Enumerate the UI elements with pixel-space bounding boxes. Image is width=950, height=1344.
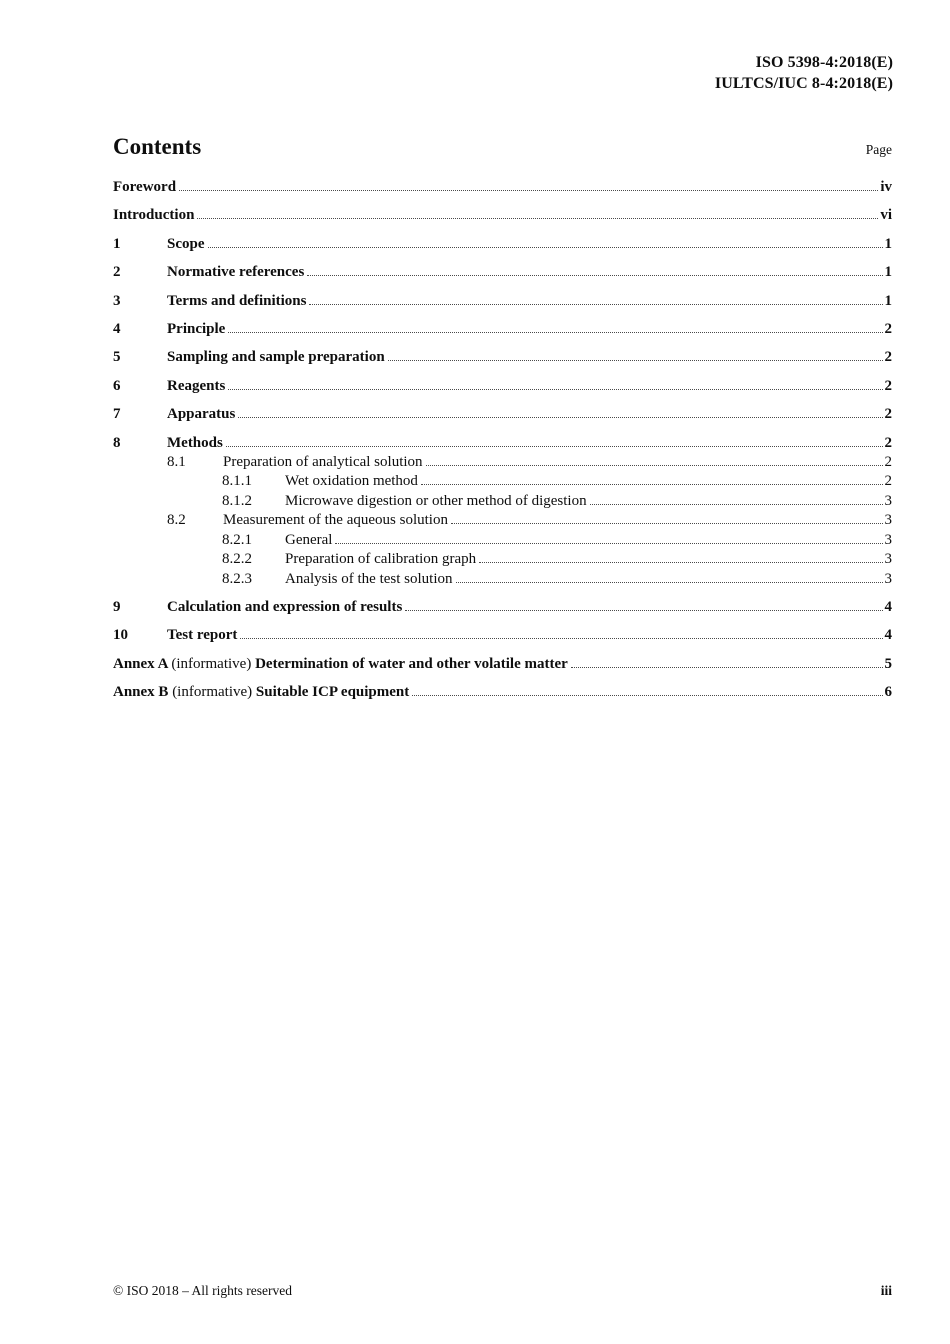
toc-entry-number: 8 <box>113 434 121 451</box>
toc-entry-number: 3 <box>113 292 121 309</box>
dot-leader <box>405 608 882 611</box>
folio-page-number: iii <box>880 1283 892 1298</box>
toc-entry-label: Preparation of analytical solution <box>223 454 423 471</box>
toc-entry-page: 3 <box>884 492 892 509</box>
toc-entry-page: 2 <box>884 321 892 338</box>
toc-entry-label: Apparatus <box>167 406 236 423</box>
toc-entry-label <box>113 683 409 702</box>
dot-leader <box>571 665 883 668</box>
table-of-contents <box>113 178 892 703</box>
page-column-label: Page <box>865 142 892 157</box>
toc-entry-number: 8.2.3 <box>222 570 252 587</box>
toc-entry-page: 3 <box>884 570 892 587</box>
toc-entry-label-part: (informative) <box>172 684 256 701</box>
toc-entry-page: 3 <box>884 531 892 548</box>
toc-entry-number: 8.1.1 <box>222 473 252 490</box>
toc-entry[interactable] <box>113 511 892 530</box>
dot-leader <box>421 482 883 485</box>
toc-entry[interactable] <box>113 683 892 702</box>
toc-entry-label-part: Determination of water and other volatile matter <box>255 655 568 672</box>
toc-entry-label: Test report <box>167 627 238 644</box>
toc-entry-number: 4 <box>113 321 121 338</box>
toc-entry[interactable] <box>113 550 892 569</box>
dot-leader <box>179 188 878 191</box>
contents-heading-row <box>113 132 892 162</box>
toc-entry-number: 10 <box>113 627 128 644</box>
toc-entry[interactable] <box>113 263 892 282</box>
toc-entry-page: 2 <box>884 377 892 394</box>
toc-entry-page: 4 <box>884 627 892 644</box>
toc-entry-page: 1 <box>884 235 892 252</box>
toc-entry[interactable] <box>113 206 892 225</box>
toc-entry-page: 3 <box>884 551 892 568</box>
standard-reference-line-2: IULTCS/IUC 8-4:2018(E) <box>714 75 893 92</box>
toc-entry-page: 2 <box>884 454 892 471</box>
toc-entry[interactable] <box>113 178 892 197</box>
toc-entry-label: Introduction <box>113 207 195 224</box>
dot-leader <box>426 463 883 466</box>
toc-entry-number: 2 <box>113 264 121 281</box>
dot-leader <box>240 636 882 639</box>
toc-entry-label: Analysis of the test solution <box>285 570 453 587</box>
dot-leader <box>238 415 882 418</box>
toc-entry[interactable] <box>113 377 892 396</box>
toc-entry-page: vi <box>880 207 892 224</box>
toc-entry-number: 8.1.2 <box>222 492 252 509</box>
toc-entry-label: Preparation of calibration graph <box>285 551 477 568</box>
toc-entry[interactable] <box>113 598 892 617</box>
toc-entry-number: 9 <box>113 598 121 615</box>
toc-entry-page: 1 <box>884 264 892 281</box>
toc-entry-label: Microwave digestion or other method of digestion <box>285 492 587 509</box>
toc-entry-label-part: (informative) <box>171 655 256 672</box>
dot-leader <box>590 502 883 505</box>
toc-entry[interactable] <box>113 570 892 589</box>
toc-entry-label-part: Suitable ICP equipment <box>255 684 410 701</box>
toc-entry-page: 2 <box>884 434 892 451</box>
dot-leader <box>228 330 882 333</box>
toc-entry-label: Wet oxidation method <box>285 473 418 490</box>
dot-leader <box>479 560 882 563</box>
toc-entry-label: Methods <box>167 434 223 451</box>
toc-entry[interactable] <box>113 453 892 472</box>
toc-entry-label <box>113 655 568 674</box>
dot-leader <box>412 693 882 696</box>
toc-entry-label: Reagents <box>167 377 226 394</box>
dot-leader <box>197 216 878 219</box>
toc-entry-label: Terms and definitions <box>167 292 307 309</box>
toc-entry-label: Sampling and sample preparation <box>167 349 385 366</box>
standard-reference-line-1: ISO 5398-4:2018(E) <box>755 54 893 71</box>
dot-leader <box>451 521 883 524</box>
toc-entry-label: Foreword <box>113 179 177 195</box>
dot-leader <box>226 444 883 447</box>
toc-entry-page: 3 <box>884 512 892 529</box>
page-footer <box>113 1283 892 1299</box>
toc-entry[interactable] <box>113 405 892 424</box>
toc-entry[interactable] <box>113 626 892 645</box>
toc-entry-number: 8.2.2 <box>222 551 252 568</box>
toc-entry-number: 8.1 <box>167 454 186 471</box>
contents-section <box>113 132 892 703</box>
toc-entry[interactable] <box>113 655 892 674</box>
toc-entry-page: 5 <box>884 655 892 672</box>
toc-entry-label: Scope <box>167 235 205 252</box>
toc-entry-label-part: Annex A <box>113 655 172 672</box>
toc-entry-page: 4 <box>884 598 892 615</box>
toc-entry-number: 1 <box>113 235 121 252</box>
toc-entry-page: iv <box>880 179 892 195</box>
dot-leader <box>307 273 882 276</box>
toc-entry-page: 1 <box>884 292 892 309</box>
toc-entry-label: Calculation and expression of results <box>167 598 403 615</box>
dot-leader <box>335 541 882 544</box>
toc-entry-page: 6 <box>884 684 892 701</box>
toc-entry[interactable] <box>113 292 892 311</box>
toc-entry-number: 6 <box>113 377 121 394</box>
toc-entry[interactable] <box>113 472 892 491</box>
toc-entry[interactable] <box>113 492 892 511</box>
document-reference-header <box>715 52 893 94</box>
dot-leader <box>388 358 883 361</box>
toc-entry-page: 2 <box>884 473 892 490</box>
copyright-notice: © ISO 2018 – All rights reserved <box>113 1283 292 1298</box>
toc-entry-label-part: Annex B <box>113 684 173 701</box>
toc-entry-page: 2 <box>884 406 892 423</box>
toc-entry-label: Measurement of the aqueous solution <box>223 512 448 529</box>
dot-leader <box>456 580 883 583</box>
toc-entry-number: 8.2 <box>167 512 186 529</box>
toc-entry-page: 2 <box>884 349 892 366</box>
toc-entry-number: 5 <box>113 349 121 366</box>
toc-entry[interactable] <box>113 235 892 254</box>
toc-entry[interactable] <box>113 434 892 453</box>
dot-leader <box>309 302 882 305</box>
toc-entry[interactable] <box>113 348 892 367</box>
toc-entry[interactable] <box>113 531 892 550</box>
toc-entry-label: General <box>285 531 333 548</box>
toc-entry-label: Normative references <box>167 264 305 281</box>
dot-leader <box>228 387 882 390</box>
toc-entry[interactable] <box>113 320 892 339</box>
toc-entry-number: 7 <box>113 406 121 423</box>
toc-entry-label: Principle <box>167 321 226 338</box>
contents-title: Contents <box>113 134 202 159</box>
dot-leader <box>208 245 883 248</box>
toc-entry-number: 8.2.1 <box>222 531 252 548</box>
